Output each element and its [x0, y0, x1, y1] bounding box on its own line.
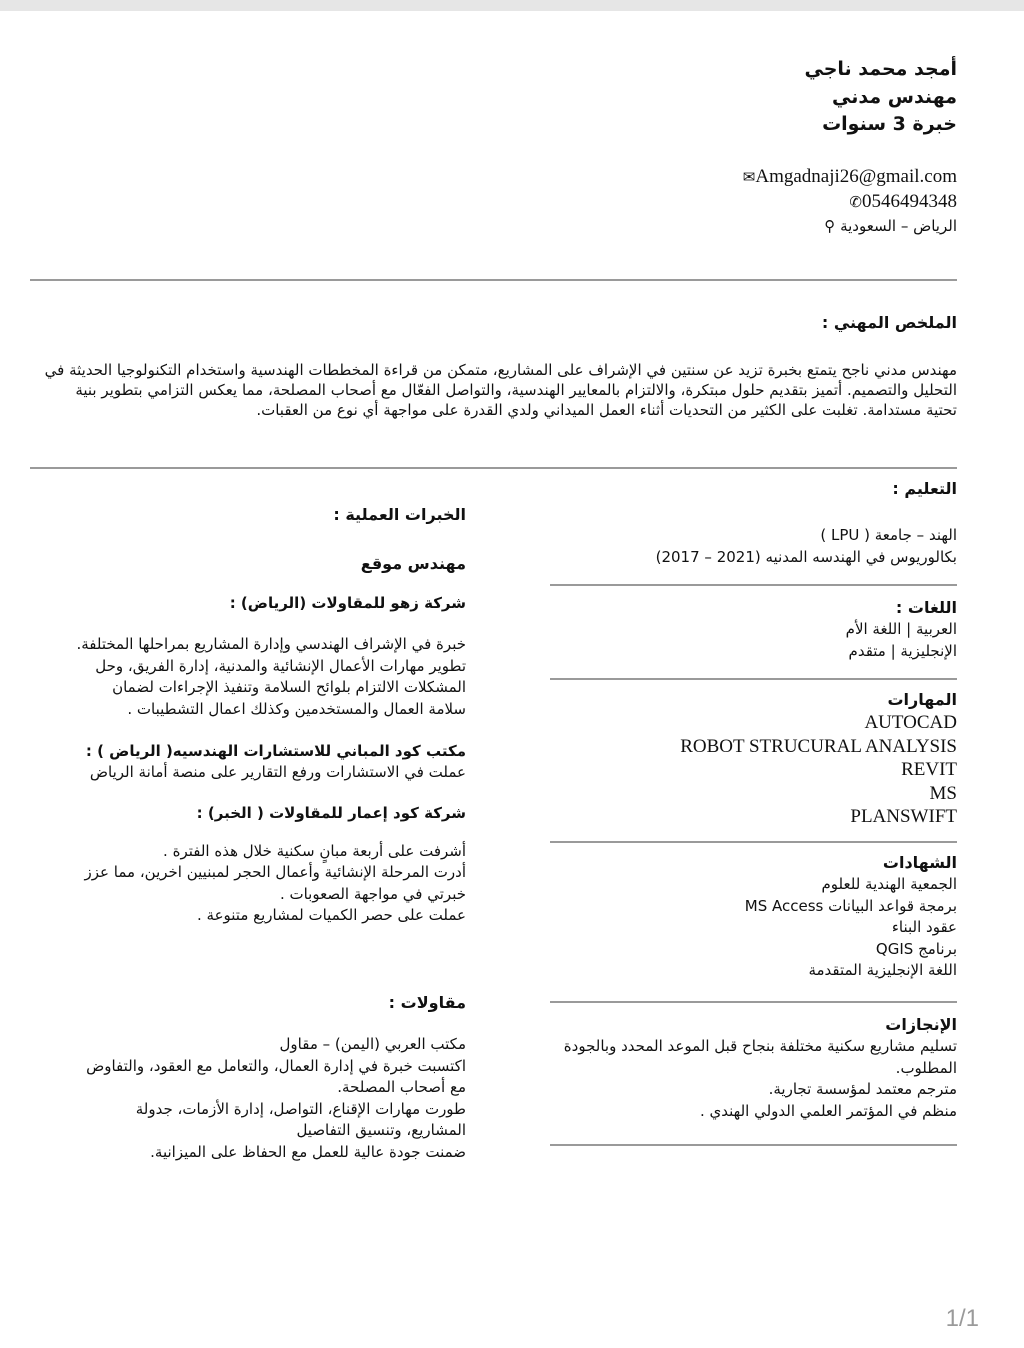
job-company: مكتب كود المباني للاستشارات الهندسيه( الرياض ) :	[85, 742, 466, 760]
language-item: العربية | اللغة الأم	[845, 620, 957, 638]
contracting-section	[56, 992, 466, 1163]
summary-text	[37, 360, 957, 420]
cv-name: أمجد محمد ناجي	[804, 58, 957, 80]
contact-email-row	[739, 164, 957, 191]
job-detail-line: خبرة في الإشراف الهندسي وإدارة المشاريع بمراحلها المختلفة.	[76, 635, 466, 653]
education-university: الهند – جامعة ( LPU )	[820, 526, 957, 544]
viewer-top-bar	[0, 0, 1024, 11]
contracting-line: ضمنت جودة عالية للعمل مع الحفاظ على الميزانية.	[150, 1142, 466, 1161]
skill-item: MS	[929, 782, 957, 804]
achievements-section	[547, 1014, 957, 1122]
phone-icon: ✆	[849, 195, 862, 211]
job-detail-line: أدرت المرحلة الإنشائية وأعمال الحجر لمبنيين اخرين، مما عزز	[84, 863, 466, 881]
experience-section	[56, 504, 466, 927]
certificate-item: الجمعية الهندية للعلوم	[821, 875, 957, 893]
job-detail-line: المشكلات الالتزام بلوائح السلامة وتنفيذ الإجراءات لضمان	[112, 678, 466, 696]
divider-languages	[550, 678, 957, 680]
divider-achievements	[550, 1144, 957, 1146]
cv-experience-years: خبرة 3 سنوات	[822, 113, 957, 135]
certificates-heading: الشهادات	[882, 853, 957, 872]
job-detail-line: تطوير مهارات الأعمال الإنشائية والمدنية، إدارة الفريق، وحل	[95, 656, 466, 675]
job-detail-line: أشرفت على أربعة مبانٍ سكنية خلال هذه الفترة .	[163, 841, 466, 860]
divider-header	[30, 279, 957, 281]
education-section	[547, 478, 957, 568]
job-detail-line: عملت في الاستشارات ورفع التقارير على منصة أمانة الرياض	[89, 763, 466, 781]
job-company: شركة كود إعمار للمقاولات ( الخبر) :	[196, 803, 466, 822]
skills-heading: المهارات	[887, 690, 957, 709]
language-item: الإنجليزية | متقدم	[848, 641, 957, 660]
contracting-line: اكتسبت خبرة في إدارة العمال، والتعامل مع العقود، والتفاوض	[86, 1056, 466, 1075]
languages-section	[547, 597, 957, 662]
cv-job-title: مهندس مدني	[832, 86, 957, 108]
summary-line: تحتية مستدامة. تغلبت على الكثير من التحديات أثناء العمل الميداني ولدي القدرة على مواجهة أي نوع من العقبات.	[256, 401, 957, 419]
divider-skills	[550, 841, 957, 843]
education-degree: بكالوريوس في الهندسه المدنيه (2021 – 2017)	[655, 547, 957, 566]
contracting-line: مع أصحاب المصلحة.	[337, 1078, 466, 1096]
experience-heading: الخبرات العملية :	[333, 505, 466, 524]
skill-item: REVIT	[901, 759, 957, 780]
certificate-item: برمجة قواعد البيانات MS Access	[744, 896, 957, 915]
certificate-item: اللغة الإنجليزية المتقدمة	[808, 961, 957, 979]
skill-item: AUTOCAD	[864, 712, 957, 733]
contact-phone[interactable]: 0546494348	[862, 191, 957, 212]
contact-location-row	[820, 214, 957, 239]
skills-section	[547, 689, 957, 829]
languages-heading: اللغات :	[895, 598, 957, 617]
envelope-icon: ✉	[742, 170, 756, 186]
education-heading: التعليم :	[892, 479, 957, 498]
job-detail-line: عملت على حصر الكميات لمشاريع متنوعة .	[196, 906, 466, 924]
achievement-item: تسليم مشاريع سكنية مختلفة بنجاح قبل الموعد المحدد وبالجودة	[563, 1037, 957, 1055]
achievement-item: منظم في المؤتمر العلمي الدولي الهندي .	[699, 1101, 957, 1120]
job-company: شركة زهو للمقاولات (الرياض) :	[229, 594, 466, 612]
contact-phone-row	[845, 189, 957, 216]
summary-line: التحليل والتصميم. أتميز بتقديم حلول مبتكرة، والالتزام بالمعايير الهندسية، والتواصل الفعّال مع أصحاب المصلحة، مما يعكس التزامي بتطوير بنية	[75, 381, 957, 399]
divider-summary	[30, 467, 957, 469]
contracting-line: طورت مهارات الإقناع، التواصل، إدارة الأزمات، جدولة	[135, 1099, 466, 1118]
summary-line: مهندس مدني ناجح يتمتع بخبرة تزيد عن سنتين في الإشراف على المشاريع، متمكن من قراءة المخططات الهندسية واستخدام التكنولوجيا الحديثة في	[44, 361, 957, 379]
contact-location: الرياض – السعودية	[840, 217, 957, 235]
contracting-line: المشاريع، وتنسيق التفاصيل	[296, 1121, 466, 1139]
achievements-heading: الإنجازات	[885, 1015, 957, 1034]
job-detail-line: سلامة العمال والمستخدمين وكذلك اعمال التشطيبات .	[127, 699, 466, 718]
divider-education	[550, 584, 957, 586]
certificates-section	[547, 852, 957, 982]
contact-email[interactable]: Amgadnaji26@gmail.com	[755, 166, 957, 187]
achievement-item: المطلوب.	[895, 1058, 957, 1077]
contracting-line: مكتب العربي (اليمن) – مقاول	[279, 1035, 466, 1053]
job-detail-line: خبرتي في مواجهة الصعوبات .	[279, 884, 466, 903]
contracting-heading: مقاولات :	[388, 993, 466, 1012]
divider-certificates	[550, 1001, 957, 1003]
achievement-item: مترجم معتمد لمؤسسة تجارية.	[768, 1080, 957, 1098]
certificate-item: عقود البناء	[891, 918, 957, 936]
summary-heading: الملخص المهني :	[821, 313, 957, 332]
experience-role: مهندس موقع	[360, 554, 466, 573]
location-pin-icon: ⚲	[824, 217, 836, 235]
page-indicator: 1/1	[945, 1305, 979, 1332]
certificate-item: برنامج QGIS	[875, 939, 957, 958]
skill-item: PLANSWIFT	[850, 806, 957, 827]
skill-item: ROBOT STRUCURAL ANALYSIS	[680, 735, 957, 757]
